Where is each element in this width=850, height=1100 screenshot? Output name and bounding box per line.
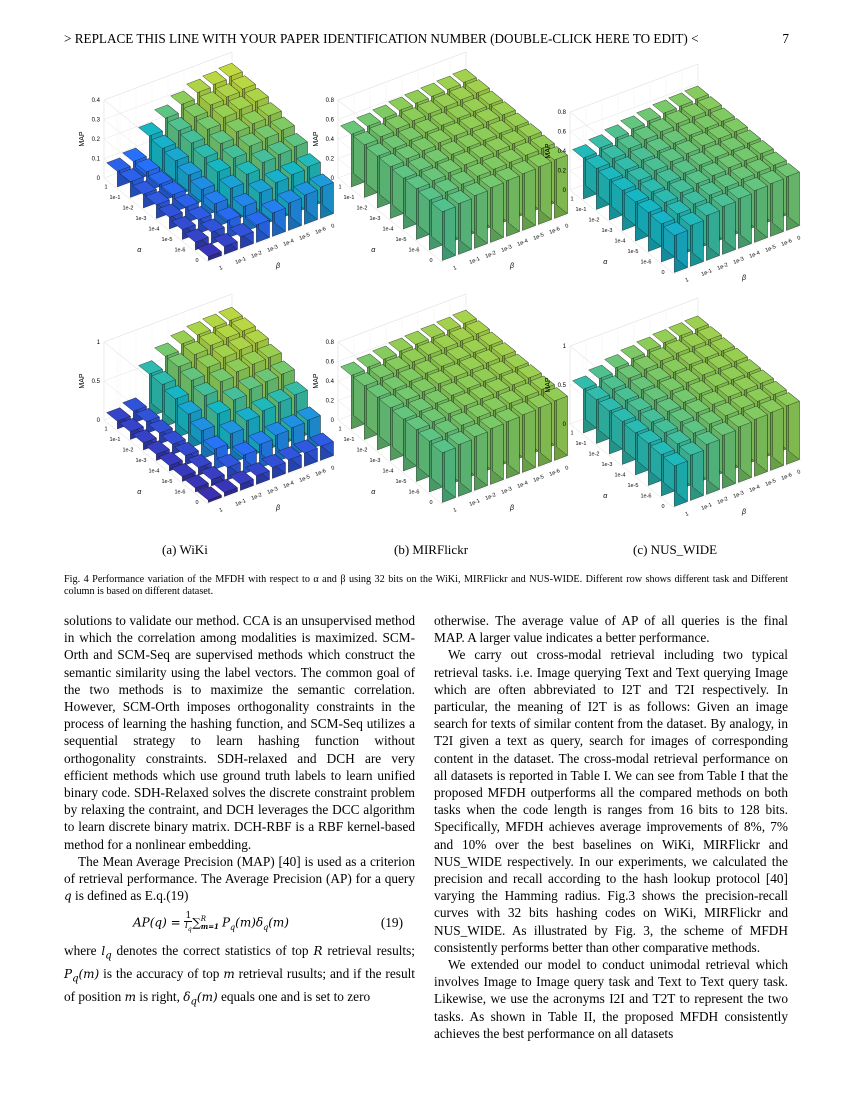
z-axis-label: MAP [545, 143, 552, 159]
z-tick-label: 0.2 [325, 156, 334, 163]
z-axis-label: MAP [79, 131, 86, 147]
beta-tick-label: 1e-5 [532, 232, 545, 242]
z-tick-label: 0.8 [325, 98, 334, 104]
text-run: retrieval results; [322, 943, 415, 959]
alpha-tick-label: 1e-2 [356, 447, 368, 454]
eq-lhs: AP(q) = [133, 915, 185, 930]
math-var: m [223, 967, 235, 982]
beta-axis-label: β [742, 275, 746, 282]
beta-tick-label: 0 [796, 469, 802, 476]
z-tick-label: 0.2 [91, 137, 100, 143]
text-run: is right, [135, 988, 184, 1004]
beta-tick-label: 1e-1 [700, 268, 713, 278]
beta-axis-label: β [742, 509, 746, 516]
z-tick-label: 0.4 [91, 98, 100, 104]
z-tick-label: 0.8 [557, 110, 566, 116]
beta-tick-label: 0 [796, 235, 802, 242]
alpha-tick-label: 1e-3 [135, 457, 147, 464]
z-tick-label: 1 [562, 344, 566, 350]
alpha-tick-label: 1e-6 [640, 493, 652, 500]
alpha-axis-label: α [371, 489, 376, 497]
alpha-tick-label: 1e-4 [382, 226, 394, 233]
z-axis-label: MAP [313, 131, 320, 147]
z-tick-label: 0.5 [91, 379, 100, 385]
beta-tick-label: 1e-1 [468, 256, 481, 266]
eq-p: P [221, 915, 231, 930]
alpha-tick-label: 1e-1 [575, 206, 587, 213]
alpha-axis-label: α [603, 493, 608, 501]
beta-tick-label: 1e-1 [234, 498, 247, 508]
beta-axis-label: β [276, 505, 280, 512]
z-axis-label: MAP [313, 373, 320, 389]
alpha-tick-label: 1e-4 [614, 238, 626, 245]
alpha-tick-label: 1e-2 [588, 451, 600, 458]
paragraph: We carry out cross-modal retrieval including two typical retrieval tasks. i.e. Image querying Text and Text querying Image which are often abbreviated to I2T and T2I respectively. In particular, the meaning of I2T is as follows: Given an image search for texts of similar content from the dataset. By analogy, in T2I given a text as query, search for images of corresponding content in the dataset. The cross-modal retrieval performance on all datasets is reported in Table I. We can see from Table I that the proposed MFDH outperforms all the compared methods on both tasks when the code length is ranges from 16 bits to 128 bits. Specifically, MFDH achieves average improvements of 8%, 7% and 10% over the best baselines on WiKi, MIRFlickr and NUS_WIDE respectively. In our experiments, we calculated the precision and recall according to the hash lookup protocol [40] varying the Hamming radius. Fig.3 shows the precision-recall curves with 32 bits hashing codes on WiKi, MIRFlickr and NUS_WIDE. As illustrated by Fig. 3, the scheme of MFDH consistently performs better than other comparative methods. [434, 647, 788, 955]
eq-frac-num: 1 [185, 911, 192, 922]
alpha-tick-label: 1e-3 [369, 215, 381, 222]
beta-axis-label: β [510, 263, 514, 270]
alpha-tick-label: 1e-2 [122, 447, 134, 454]
beta-tick-label: 1e-5 [764, 478, 777, 488]
paragraph: We extended our model to conduct unimodal retrieval which involves Image to Image query task and Text to Text query task. Likewise, we use the acronyms I2I and T2T to represent the two tasks. As shown in Table II, the proposed MFDH consistently achieves the best performance on all datasets [434, 957, 788, 1041]
z-tick-label: 0.4 [325, 379, 334, 385]
alpha-tick-label: 1e-6 [174, 489, 186, 496]
alpha-tick-label: 1 [104, 184, 108, 191]
paragraph: solutions to validate our method. CCA is an unsupervised method in which the correlation among modalities is maximized. SCM-Orth and SCM-Seq are supervised methods which construct the semantic similarity using the label vectors. The common goal of the two methods is to maximize the semantic correlation. However, SCM-Orth imposes orthogonality constraints in the process of learning the hashing function, and SCM-Seq utilizes a sequential strategy to learn hashing function without orthogonality constraints. SDH-relaxed and DCH are very efficient methods which use ground truth labels to learn unified binary code. SDH-Relaxed solves the discrete constraint problem by relaxing the contraint, and DCH leverages the DCC algorithm to learn discrete binary matrix. DCH-RBF is a RBF kernel-based method for a nonlinear embedding. [64, 613, 415, 852]
math-arg: (m) [78, 967, 100, 982]
alpha-tick-label: 1e-6 [174, 247, 186, 254]
alpha-tick-label: 1e-5 [395, 236, 407, 243]
math-var: m [124, 989, 136, 1004]
alpha-tick-label: 1e-3 [135, 215, 147, 222]
beta-tick-label: 1e-3 [266, 244, 279, 254]
equation-number: (19) [380, 915, 403, 931]
alpha-tick-label: 1e-6 [640, 259, 652, 266]
chart-nuswide-t2i [530, 316, 802, 531]
alpha-tick-label: 0 [661, 269, 665, 276]
alpha-tick-label: 1e-1 [343, 436, 355, 443]
z-tick-label: 0.6 [557, 129, 566, 136]
z-tick-label: 0.6 [325, 117, 334, 124]
alpha-axis-label: α [371, 247, 376, 255]
z-tick-label: 0.4 [325, 137, 334, 143]
alpha-tick-label: 1e-1 [343, 194, 355, 201]
alpha-tick-label: 1e-5 [395, 478, 407, 485]
beta-tick-label: 1e-1 [234, 256, 247, 266]
alpha-tick-label: 1e-6 [408, 489, 420, 496]
alpha-tick-label: 1e-2 [588, 217, 600, 224]
alpha-tick-label: 0 [429, 499, 433, 506]
beta-tick-label: 1e-6 [314, 468, 327, 478]
z-axis-label: MAP [79, 373, 86, 389]
math-sub: q [190, 996, 197, 1008]
beta-tick-label: 1e-5 [764, 244, 777, 254]
eq-delta-sub: q [263, 923, 269, 933]
z-axis-label: MAP [545, 377, 552, 393]
math-sub: q [105, 950, 112, 962]
z-tick-label: 0 [330, 418, 334, 424]
text-run: is defined as E.q.(19) [71, 888, 189, 904]
alpha-tick-label: 1e-2 [122, 205, 134, 212]
beta-tick-label: 1e-6 [548, 226, 561, 236]
beta-tick-label: 1e-1 [700, 502, 713, 512]
math-base: P [64, 967, 73, 982]
alpha-tick-label: 1e-2 [356, 205, 368, 212]
math-var [183, 989, 218, 1008]
text-run: retrieval rusults; and if the result of position [64, 966, 415, 1004]
text-run: The Mean Average Precision (MAP) [40] is used as a criterion of retrieval performance. The Average Precision (AP) for a query [64, 853, 415, 887]
beta-tick-label: 1e-2 [716, 496, 729, 506]
alpha-tick-label: 1e-5 [627, 482, 639, 489]
alpha-tick-label: 1e-1 [109, 436, 121, 443]
page-number: 7 [782, 31, 789, 46]
beta-tick-label: 0 [330, 465, 336, 472]
alpha-tick-label: 1e-5 [161, 478, 173, 485]
alpha-tick-label: 1 [338, 184, 342, 191]
math-sub: q [72, 973, 79, 985]
chart-mirflickr-i2t [298, 70, 570, 285]
z-tick-label: 0.4 [557, 149, 566, 155]
z-tick-label: 0 [562, 422, 566, 428]
z-tick-label: 0.2 [557, 168, 566, 175]
alpha-tick-label: 1e-4 [382, 468, 394, 475]
beta-tick-label: 1e-6 [548, 468, 561, 478]
z-tick-label: 0 [96, 176, 100, 182]
beta-tick-label: 1e-4 [282, 238, 295, 248]
beta-tick-label: 1e-2 [484, 492, 497, 502]
beta-tick-label: 0 [564, 465, 570, 472]
alpha-tick-label: 1 [570, 430, 574, 437]
alpha-axis-label: α [137, 247, 142, 255]
eq-p-sub: q [230, 923, 236, 933]
beta-tick-label: 1e-2 [484, 250, 497, 260]
z-tick-label: 0 [562, 188, 566, 194]
math-base: l [101, 944, 106, 959]
chart-nuswide-i2t [530, 82, 802, 297]
beta-tick-label: 1e-3 [266, 486, 279, 496]
beta-tick-label: 1e-3 [732, 256, 745, 266]
eq-p-arg: (m) [235, 915, 256, 930]
beta-tick-label: 1e-1 [468, 498, 481, 508]
header-title: > REPLACE THIS LINE WITH YOUR PAPER IDENTIFICATION NUMBER (DOUBLE-CLICK HERE TO EDIT) < [64, 31, 699, 46]
left-column [64, 612, 415, 1010]
alpha-tick-label: 1e-4 [148, 468, 160, 475]
alpha-tick-label: 1e-4 [614, 472, 626, 479]
beta-tick-label: 1e-3 [732, 490, 745, 500]
page-header [64, 31, 789, 47]
alpha-tick-label: 0 [429, 257, 433, 264]
text-run: is the accuracy of top [99, 966, 224, 982]
beta-tick-label: 0 [330, 223, 336, 230]
math-var [64, 967, 100, 985]
beta-tick-label: 1e-4 [282, 480, 295, 490]
figure-caption: Fig. 4 Performance variation of the MFDH with respect to α and β using 32 bits on the WiKi, MIRFlickr and NUS-WIDE. Different row shows different task and Different column is based on different dataset. [64, 574, 788, 597]
alpha-tick-label: 0 [195, 499, 199, 506]
beta-tick-label: 1e-4 [748, 250, 761, 260]
eq-sum-sub: m=1 [200, 922, 219, 932]
beta-tick-label: 1 [684, 511, 690, 518]
beta-tick-label: 1e-3 [500, 244, 513, 254]
z-tick-label: 0.6 [325, 359, 334, 366]
alpha-tick-label: 1 [104, 426, 108, 433]
beta-tick-label: 1e-5 [298, 474, 311, 484]
eq-frac-den-sub: q [187, 926, 192, 934]
equation [64, 907, 415, 941]
right-column [434, 612, 788, 1042]
alpha-tick-label: 0 [195, 257, 199, 264]
alpha-tick-label: 1e-3 [601, 227, 613, 234]
equation-body [133, 912, 289, 936]
beta-tick-label: 1e-4 [516, 480, 529, 490]
z-tick-label: 0.1 [91, 156, 100, 163]
beta-tick-label: 0 [564, 223, 570, 230]
eq-sum: ∑ [192, 915, 201, 930]
paragraph [64, 853, 415, 906]
paragraph: otherwise. The average value of AP of all queries is the final MAP. A larger value indicates a better performance. [434, 613, 788, 646]
alpha-tick-label: 1e-3 [601, 461, 613, 468]
math-var: q [64, 889, 72, 904]
beta-tick-label: 1 [452, 265, 458, 272]
chart-svg [530, 316, 802, 531]
beta-axis-label: β [510, 505, 514, 512]
beta-tick-label: 1 [684, 277, 690, 284]
eq-delta: δ [255, 915, 264, 930]
subcaption-c: (c) NUS_WIDE [633, 542, 718, 557]
beta-tick-label: 1 [218, 265, 224, 272]
z-tick-label: 0 [330, 176, 334, 182]
beta-tick-label: 1e-4 [516, 238, 529, 248]
alpha-tick-label: 1e-5 [627, 248, 639, 255]
text-run: denotes the correct statistics of top [111, 943, 314, 959]
alpha-tick-label: 1 [570, 196, 574, 203]
eq-sum-limits [201, 915, 219, 931]
beta-tick-label: 1e-2 [250, 250, 263, 260]
alpha-tick-label: 1e-4 [148, 226, 160, 233]
alpha-tick-label: 1e-1 [109, 194, 121, 201]
beta-tick-label: 1e-5 [298, 232, 311, 242]
text-run: equals one and is set to zero [217, 988, 371, 1004]
alpha-axis-label: α [137, 489, 142, 497]
chart-svg [298, 70, 570, 285]
subcaption-a: (a) WiKi [162, 542, 208, 557]
z-tick-label: 1 [96, 340, 100, 346]
paragraph [64, 942, 415, 1010]
beta-tick-label: 1e-2 [250, 492, 263, 502]
alpha-tick-label: 1e-1 [575, 440, 587, 447]
subcaption-b: (b) MIRFlickr [394, 542, 469, 557]
math-var: R [313, 944, 323, 959]
alpha-axis-label: α [603, 259, 608, 267]
math-base: δ [183, 989, 191, 1004]
math-var [101, 944, 112, 962]
z-tick-label: 0.5 [557, 383, 566, 389]
alpha-tick-label: 1e-6 [408, 247, 420, 254]
z-tick-label: 0.8 [325, 340, 334, 346]
z-tick-label: 0.3 [91, 117, 100, 124]
beta-tick-label: 1e-6 [780, 472, 793, 482]
beta-tick-label: 1e-4 [748, 484, 761, 494]
eq-frac-den-var: l [184, 921, 188, 932]
beta-tick-label: 1e-2 [716, 262, 729, 272]
alpha-tick-label: 1e-3 [369, 457, 381, 464]
eq-delta-arg: (m) [268, 915, 289, 930]
z-tick-label: 0 [96, 418, 100, 424]
beta-tick-label: 1e-6 [780, 238, 793, 248]
eq-sum-sup: R [200, 915, 207, 924]
beta-tick-label: 1 [218, 507, 224, 514]
beta-tick-label: 1e-6 [314, 226, 327, 236]
beta-tick-label: 1e-3 [500, 486, 513, 496]
z-tick-label: 0.2 [325, 398, 334, 405]
alpha-tick-label: 1e-5 [161, 236, 173, 243]
chart-svg [530, 82, 802, 297]
text-run: where [64, 943, 102, 959]
beta-tick-label: 1e-5 [532, 474, 545, 484]
alpha-tick-label: 1 [338, 426, 342, 433]
beta-tick-label: 1 [452, 507, 458, 514]
beta-axis-label: β [276, 263, 280, 270]
alpha-tick-label: 0 [661, 503, 665, 510]
math-arg: (m) [196, 989, 218, 1004]
